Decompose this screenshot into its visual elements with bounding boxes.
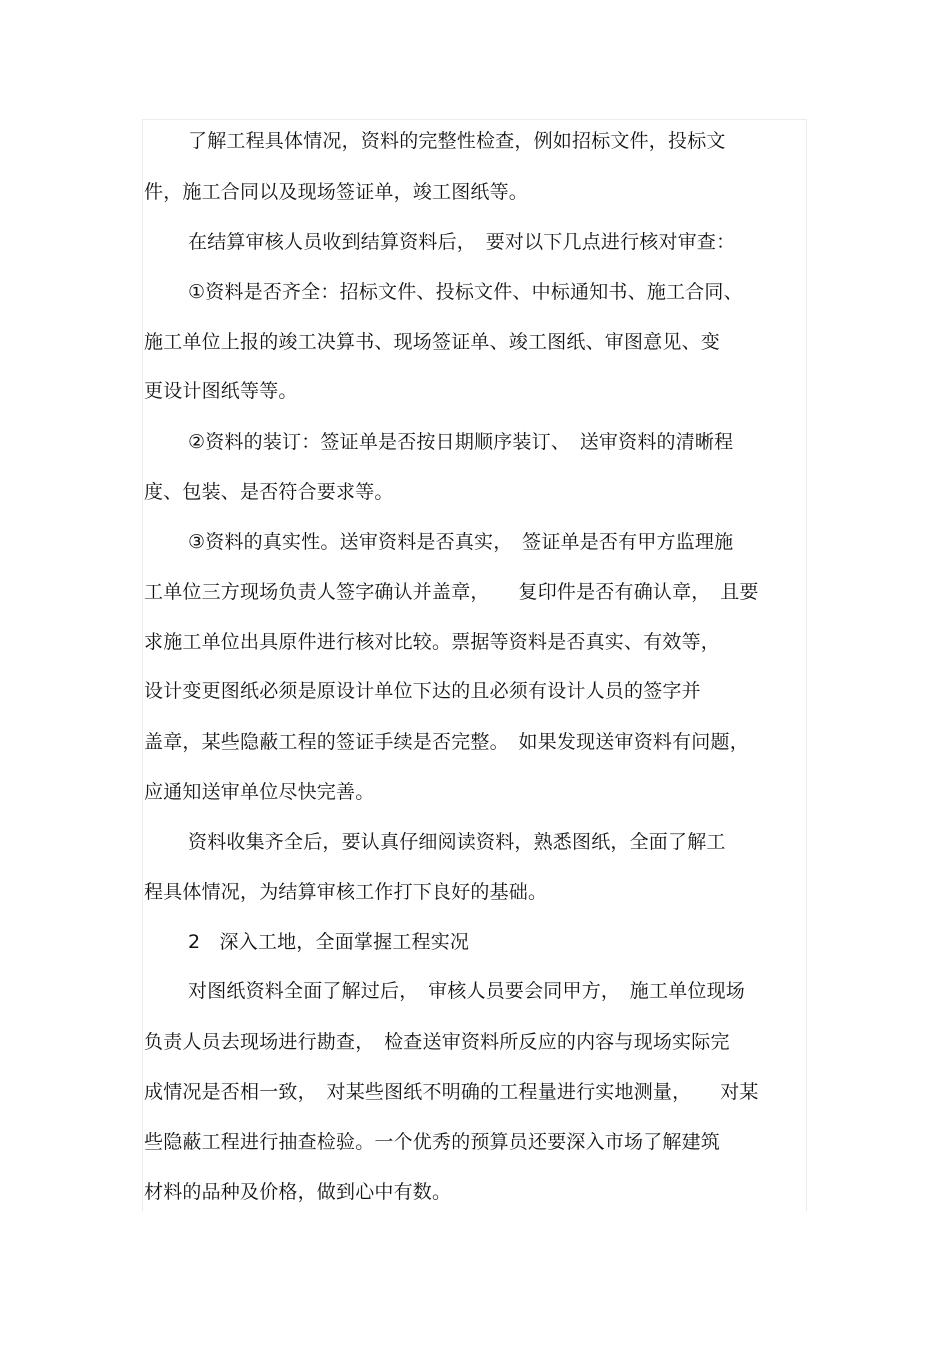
text-line: 对图纸资料全面了解过后， 审核人员要会同甲方， 施工单位现场 (188, 980, 746, 1002)
text-line: 工单位三方现场负责人签字确认并盖章， 复印件是否有确认章， 且要 (144, 581, 759, 603)
text-line: ②资料的装订：签证单是否按日期顺序装订、 送审资料的清晰程 (188, 431, 734, 453)
text-line: 负责人员去现场进行勘查， 检查送审资料所反应的内容与现场实际完 (144, 1031, 730, 1053)
text-line: 材料的品种及价格，做到心中有数。 (144, 1181, 452, 1203)
text-line: 件，施工合同以及现场签证单，竣工图纸等。 (144, 181, 529, 203)
text-line: 求施工单位出具原件进行核对比较。票据等资料是否真实、有效等， (144, 631, 721, 653)
text-line: 盖章，某些隐蔽工程的签证手续是否完整。 如果发现送审资料有问题， (144, 731, 749, 753)
text-line: 更设计图纸等等。 (144, 380, 298, 402)
text-line: 资料收集齐全后，要认真仔细阅读资料，熟悉图纸，全面了解工 (188, 831, 726, 853)
text-line: 度、包装、是否符合要求等。 (144, 481, 394, 503)
text-line: 成情况是否相一致， 对某些图纸不明确的工程量进行实地测量， 对某 (144, 1081, 759, 1103)
text-line: 施工单位上报的竣工决算书、现场签证单、竣工图纸、审图意见、变 (144, 331, 721, 353)
text-line: 设计变更图纸必须是原设计单位下达的且必须有设计人员的签字并 (144, 680, 701, 702)
text-line: ①资料是否齐全：招标文件、投标文件、中标通知书、施工合同、 (188, 281, 743, 303)
text-line: 在结算审核人员收到结算资料后， 要对以下几点进行核对审查： (188, 231, 736, 253)
section-heading: 2 深入工地，全面掌握工程实况 (188, 931, 470, 953)
text-line: ③资料的真实性。送审资料是否真实， 签证单是否有甲方监理施 (188, 531, 734, 553)
text-line: 程具体情况，为结算审核工作打下良好的基础。 (144, 881, 548, 903)
text-line: 了解工程具体情况，资料的完整性检查，例如招标文件，投标文 (188, 130, 726, 152)
text-line: 些隐蔽工程进行抽查检验。一个优秀的预算员还要深入市场了解建筑 (144, 1131, 721, 1153)
text-line: 应通知送审单位尽快完善。 (144, 781, 375, 803)
